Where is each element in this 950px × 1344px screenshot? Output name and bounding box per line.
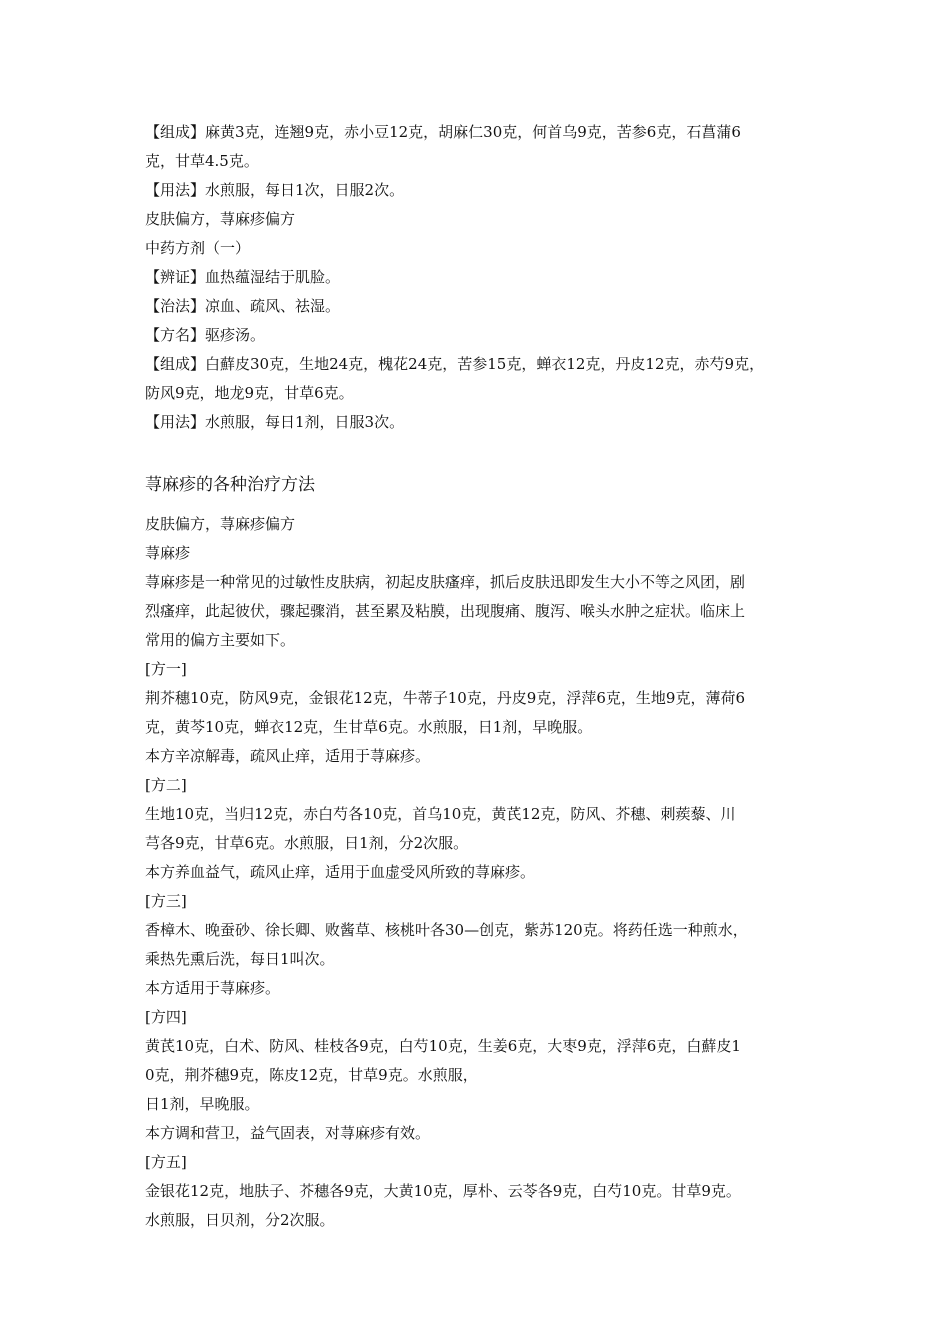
section-formula-1 — [145, 118, 815, 437]
text-line: 本方调和营卫，益气固表，对荨麻疹有效。 — [145, 1124, 431, 1142]
document-page — [145, 118, 815, 1235]
text-line: 香樟木、晚蚕砂、徐长卿、败酱草、核桃叶各30—创克，紫苏120克。将药任选一种煎水， — [145, 921, 748, 939]
text-line: 金银花12克，地肤子、芥穗各9克，大黄10克，厚朴、云苓各9克，白芍10克。甘草9克。 — [145, 1182, 741, 1200]
text-line: 荨麻疹是一种常见的过敏性皮肤病，初起皮肤瘙痒，抓后皮肤迅即发生大小不等之风团，剧 — [145, 573, 746, 591]
text-line: 防风9克，地龙9克，甘草6克。 — [145, 384, 354, 402]
text-line: 0克，荆芥穗9克，陈皮12克，甘草9克。水煎服， — [145, 1066, 478, 1084]
text-line: 【用法】水煎服，每日1次，日服2次。 — [145, 181, 405, 199]
text-line: 【用法】水煎服，每日1剂，日服3次。 — [145, 413, 405, 431]
text-line: 中药方剂（一） — [145, 239, 251, 257]
text-line: 【辨证】血热蕴湿结于肌脸。 — [145, 268, 341, 286]
text-line: 本方辛凉解毒，疏风止痒，适用于荨麻疹。 — [145, 747, 431, 765]
text-line: 水煎服，日贝剂，分2次服。 — [145, 1211, 335, 1229]
remedy-label: [方五] — [145, 1153, 187, 1171]
remedy-label: [方四] — [145, 1008, 187, 1026]
section-heading: 荨麻疹的各种治疗方法 — [145, 475, 315, 495]
text-line: 克，甘草4.5克。 — [145, 152, 259, 170]
text-line: 克，黄芩10克，蝉衣12克，生甘草6克。水煎服，日1剂，早晚服。 — [145, 718, 593, 736]
text-line: 常用的偏方主要如下。 — [145, 631, 296, 649]
text-line: 日1剂，早晚服。 — [145, 1095, 260, 1113]
section-urticaria-remedies — [145, 510, 815, 1235]
remedy-label: [方二] — [145, 776, 187, 794]
text-line: 生地10克，当归12克，赤白芍各10克，首乌10克，黄芪12克，防风、芥穗、刺蒺藜、川 — [145, 805, 736, 823]
text-line: 【方名】驱疹汤。 — [145, 326, 266, 344]
text-line: 荆芥穗10克，防风9克，金银花12克，牛蒂子10克，丹皮9克，浮萍6克，生地9克，薄荷6 — [145, 689, 745, 707]
text-line: 本方适用于荨麻疹。 — [145, 979, 281, 997]
remedy-label: [方三] — [145, 892, 187, 910]
text-line: 黄芪10克，白术、防风、桂枝各9克，白芍10克，生姜6克，大枣9克，浮萍6克，白蘚皮1 — [145, 1037, 741, 1055]
text-line: 芎各9克，甘草6克。水煎服，日1剂，分2次服。 — [145, 834, 469, 852]
text-line: 【组成】麻黄3克，连翘9克，赤小豆12克，胡麻仁30克，何首乌9克，苦参6克，石菖蒲6 — [145, 123, 741, 141]
text-line: 【组成】白蘚皮30克，生地24克，槐花24克，苦参15克，蝉衣12克，丹皮12克，赤芍9克， — [145, 355, 765, 373]
text-line: 烈瘙痒，此起彼伏，骤起骤消，甚至累及粘膜，出现腹痛、腹泻、喉头水肿之症状。临床上 — [145, 602, 746, 620]
text-line: 皮肤偏方，荨麻疹偏方 — [145, 210, 296, 228]
text-line: 【治法】凉血、疏风、祛湿。 — [145, 297, 341, 315]
text-line: 皮肤偏方，荨麻疹偏方 — [145, 515, 296, 533]
text-line: 乘热先熏后洗，每日1叫次。 — [145, 950, 335, 968]
text-line: 荨麻疹 — [145, 544, 191, 562]
text-line: 本方养血益气，疏风止痒，适用于血虚受风所致的荨麻疹。 — [145, 863, 536, 881]
remedy-label: [方一] — [145, 660, 187, 678]
